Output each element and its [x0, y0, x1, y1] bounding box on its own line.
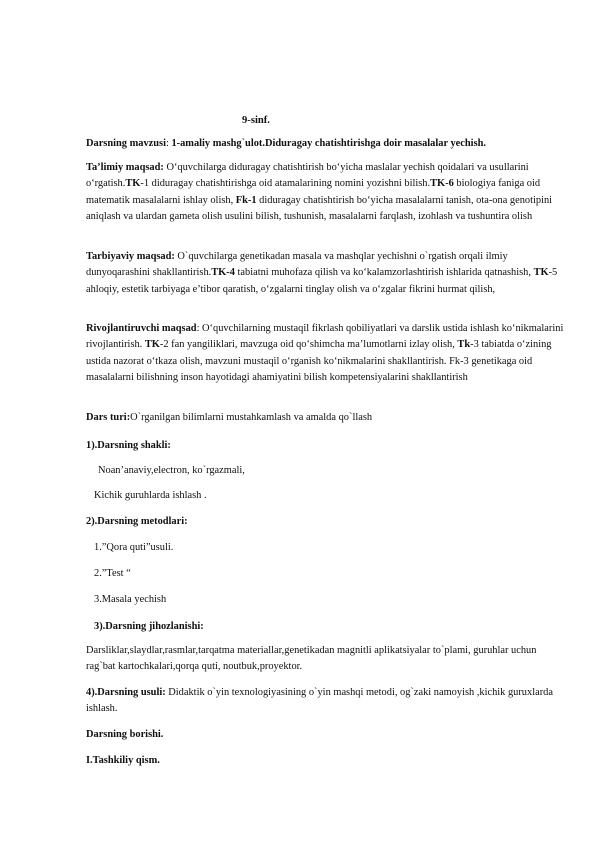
topic-text: 1-amaliy mashg`ulot.Diduragay chatishtirishga doir masalalar yechish. [168, 138, 486, 149]
educational-text-3: biologiya faniga oid matematik masalalarni ishlay olish, [86, 178, 541, 206]
methods-item-2: 2.”Test “ [94, 568, 131, 579]
grade-heading: 9-sinf. [242, 115, 270, 126]
developmental-label: Rivojlantiruvchi maqsad [86, 323, 197, 334]
developmental-goal-paragraph [86, 321, 564, 387]
equipment-heading-text: 3).Darsning jihozlanishi: [94, 621, 204, 632]
upbringing-tk5: TK [533, 267, 549, 279]
developmental-text-2: -2 fan yangiliklari, mavzuga oid qo‘shimcha ma’lumotlarni izlay olish, [159, 339, 458, 351]
org-heading-text: I.Tashkiliy qism. [86, 755, 160, 766]
usage-text: Didaktik o`yin texnologiyasining o`yin mashqi metodi, og`zaki namoyish ,kichik guruxlarda ishlash. [86, 687, 553, 715]
educational-fk1: Fk-1 [235, 194, 257, 206]
developmental-sep: : [196, 323, 200, 334]
educational-tk6: TK-6 [430, 178, 454, 190]
educational-goal-paragraph [86, 160, 564, 226]
form-item-1: Noan’anaviy,electron, ko`rgazmali, [98, 465, 245, 476]
upbringing-text-1: O`quvchilarga genetikadan masala va mashqlar yechishni o`rgatish orqali ilmiy dunyoqarashini shakllantirish. [86, 251, 508, 279]
developmental-text-1: O‘quvchilarning mustaqil fikrlash qobiliyatlari va darslik ustida ishlash ko‘nikmalarini rivojlantirish. [86, 323, 564, 351]
topic-paragraph [86, 136, 564, 152]
topic-sep: : [165, 138, 169, 149]
org-heading [86, 753, 564, 769]
form-heading-text: 1).Darsning shakli: [86, 440, 171, 451]
upbringing-text-3: -5 ahloqiy, estetik tarbiyaga e’tibor qaratish, o‘zgalarni tinglay olish va o‘zgalar fikrini hurmat qilish, [86, 267, 558, 295]
topic-label: Darsning mavzusi [86, 138, 166, 149]
educational-text-4: diduragay chatishtirish bo‘yicha masalalarni tanish, ota-ona genotipini aniqlash va ulardan gameta olish usulini bilish, tushunish, masalalarni farqlash, izohlash va tushuntira olish [86, 194, 553, 223]
form-item-2: Kichik guruhlarda ishlash . [94, 490, 207, 501]
equipment-text: Darsliklar,slaydlar,rasmlar,tarqatma materiallar,genetikadan magnitli aplikatsiyalar to`plami, guruhlar uchun rag`bat kartochkalari,qorqa quti, noutbuk,proyektor. [86, 645, 537, 673]
upbringing-label: Tarbiyaviy maqsad: [86, 251, 175, 262]
methods-heading-text: 2).Darsning metodlari: [86, 516, 188, 527]
methods-item-1: 1.”Qora quti”usuli. [94, 542, 174, 553]
lesson-type-label: Dars turi: [86, 412, 131, 423]
upbringing-tk4: TK-4 [211, 267, 235, 279]
usage-label: 4).Darsning usuli: [86, 687, 166, 698]
developmental-tk2: TK [144, 339, 160, 351]
lesson-type-text: O`rganilgan bilimlarni mustahkamlash va amalda qo`llash [130, 412, 373, 423]
course-heading [86, 727, 564, 743]
course-heading-text: Darsning borishi. [86, 729, 164, 740]
methods-item-3: 3.Masala yechish [94, 594, 167, 605]
educational-label: Ta’limiy maqsad: [86, 162, 164, 173]
lesson-type-paragraph [86, 410, 564, 426]
usage-paragraph [86, 685, 564, 718]
developmental-text-3: -3 tabiatda o‘zining ustida nazorat o‘tkaza olish, mavzuni mustaqil o‘rganish ko‘nikmalarini shakllantirish. Fk-3 genetikaga oid masalalarni bilishning inson hayotidagi ahamiyatini bilish kompetensiyalarini shakllantirish [86, 339, 552, 384]
educational-text-1: O‘quvchilarga diduragay chatishtirish bo‘yicha maslalar yechish qoidalari va usullarini o‘rgatish. [86, 162, 529, 190]
form-heading [86, 438, 564, 454]
educational-tk1: TK [125, 178, 141, 190]
methods-heading [86, 514, 564, 530]
upbringing-goal-paragraph [86, 249, 564, 298]
developmental-tk3: Tk [457, 339, 471, 351]
upbringing-text-2: tabiatni muhofaza qilish va ko‘kalamzorlashtirish ishlarida qatnashish, [234, 267, 534, 279]
educational-text-2: -1 diduragay chatishtirishga oid atamalarining nomini yozishni bilish. [140, 178, 431, 190]
equipment-heading [86, 619, 572, 635]
